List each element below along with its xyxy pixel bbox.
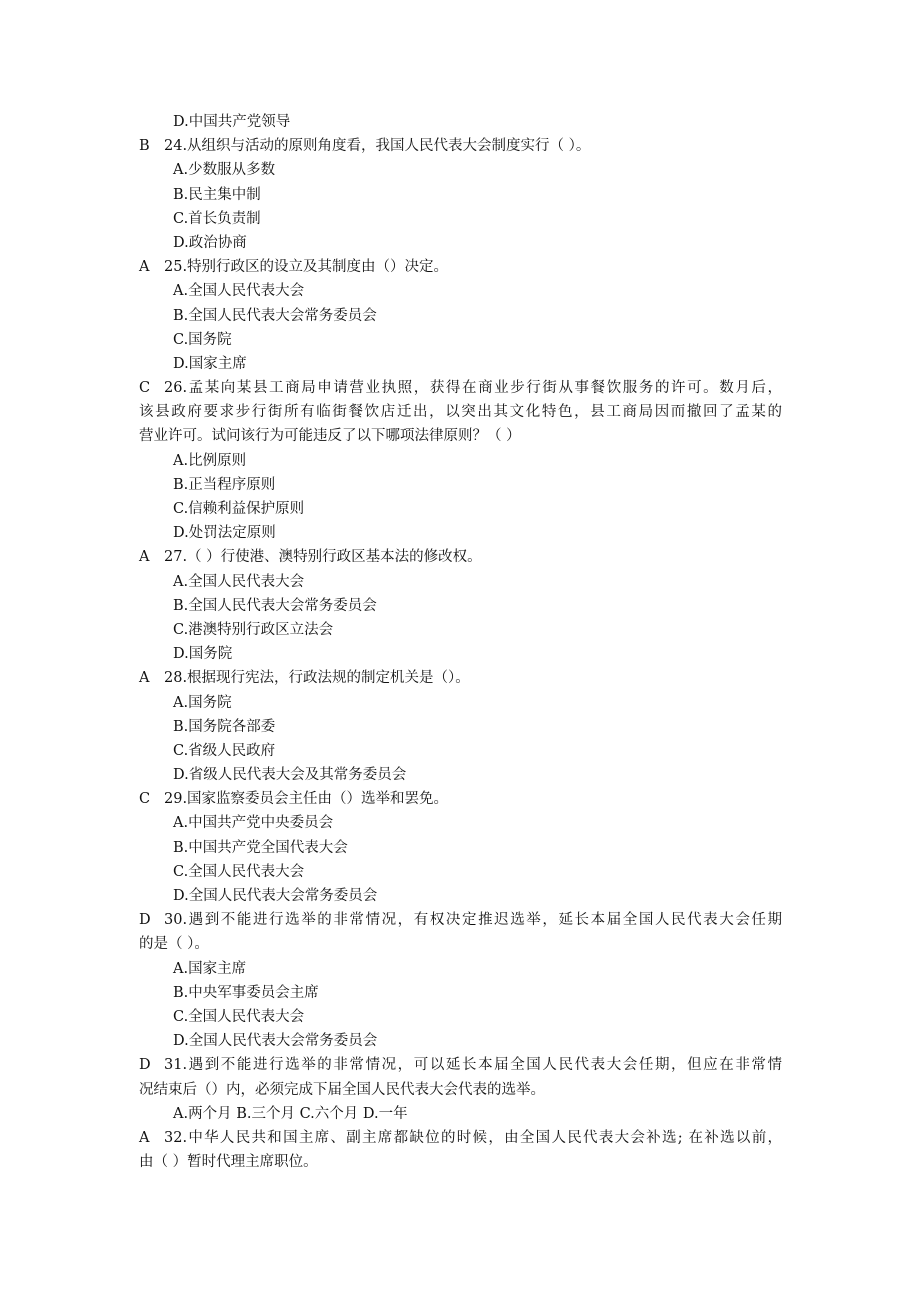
- option-text: A.比例原则: [173, 452, 247, 469]
- option-line: [0, 352, 920, 376]
- option-line: [0, 957, 920, 981]
- option-line: [0, 183, 920, 207]
- option-line: [0, 739, 920, 763]
- option-text: D.全国人民代表大会常务委员会: [173, 888, 378, 904]
- option-text: C.省级人民政府: [173, 742, 276, 759]
- option-text: D.国务院: [173, 646, 233, 663]
- option-line: [0, 207, 920, 231]
- question-text: 31.遇到不能进行选举的非常情况，可以延长本届全国人民代表大会任期，但应在非常情: [164, 1057, 782, 1074]
- question-line: [0, 908, 920, 932]
- question-line: [0, 376, 920, 400]
- option-line: [0, 449, 920, 473]
- question-text: 26.孟某向某县工商局申请营业执照，获得在商业步行街从事餐饮服务的许可。数月后，: [164, 380, 782, 397]
- question-text: 28.根据现行宪法，行政法规的制定机关是（）。: [164, 670, 470, 687]
- continuation-line: [0, 1150, 920, 1174]
- document-page: [0, 110, 920, 1174]
- option-text: A.中国共产党中央委员会: [173, 815, 334, 832]
- option-line: [0, 231, 920, 255]
- question-text: 27.（ ）行使港、澳特别行政区基本法的修改权。: [164, 549, 482, 566]
- option-text: A.全国人民代表大会: [173, 573, 305, 590]
- answer-letter: A: [139, 549, 150, 566]
- option-line: [0, 497, 920, 521]
- answer-letter: B: [139, 138, 150, 155]
- question-line: [0, 1126, 920, 1150]
- answer-letter: A: [139, 259, 150, 276]
- option-text: B.正当程序原则: [173, 476, 276, 493]
- option-line: [0, 884, 920, 908]
- question-continuation: 由（ ）暂时代理主席职位。: [139, 1154, 318, 1171]
- question-text: 24.从组织与活动的原则角度看，我国人民代表大会制度实行（ ）。: [164, 138, 591, 155]
- option-line: [0, 715, 920, 739]
- option-text: A.全国人民代表大会: [173, 283, 305, 300]
- option-text: C.全国人民代表大会: [173, 1008, 305, 1025]
- answer-letter: C: [139, 380, 151, 397]
- option-text: B.国务院各部委: [173, 718, 276, 735]
- continuation-line: [0, 1078, 920, 1102]
- continuation-line: [0, 424, 920, 448]
- option-text: A.国家主席: [173, 960, 247, 977]
- option-line: [0, 1029, 920, 1053]
- option-text: D.处罚法定原则: [173, 525, 276, 542]
- option-line: [0, 811, 920, 835]
- option-line: [0, 691, 920, 715]
- option-line: [0, 328, 920, 352]
- option-line: [0, 981, 920, 1005]
- option-line: [0, 1102, 920, 1126]
- question-text: 25.特别行政区的设立及其制度由（）决定。: [164, 259, 449, 276]
- option-line: [0, 279, 920, 303]
- option-text: C.国务院: [173, 331, 232, 348]
- answer-letter: D: [139, 912, 151, 929]
- option-line: [0, 570, 920, 594]
- option-line: [0, 473, 920, 497]
- question-line: [0, 255, 920, 279]
- question-line: [0, 134, 920, 158]
- question-continuation: 该县政府要求步行街所有临街餐饮店迁出，以突出其文化特色，县工商局因而撤回了孟某的: [139, 404, 782, 421]
- question-line: [0, 666, 920, 690]
- question-line: [0, 787, 920, 811]
- question-text: 29.国家监察委员会主任由（）选举和罢免。: [164, 791, 449, 808]
- option-text: A.少数服从多数: [173, 162, 276, 179]
- answer-letter: D: [139, 1057, 151, 1074]
- option-text: A.国务院: [173, 694, 232, 711]
- option-text: D.国家主席: [173, 355, 247, 372]
- option-line: [0, 836, 920, 860]
- option-text: D.政治协商: [173, 234, 247, 251]
- question-continuation: 的是（ ）。: [139, 936, 209, 953]
- option-text: C.信赖利益保护原则: [173, 501, 305, 517]
- option-line: [0, 110, 920, 134]
- answer-letter: A: [139, 670, 150, 687]
- question-line: [0, 1053, 920, 1077]
- option-line: [0, 158, 920, 182]
- option-text: D.省级人民代表大会及其常务委员会: [173, 767, 407, 784]
- continuation-line: [0, 400, 920, 424]
- option-text: A.两个月 B.三个月 C.六个月 D.一年: [173, 1105, 408, 1122]
- option-line: [0, 304, 920, 328]
- continuation-line: [0, 932, 920, 956]
- option-line: [0, 618, 920, 642]
- option-line: [0, 521, 920, 545]
- option-text: B.全国人民代表大会常务委员会: [173, 597, 377, 614]
- option-text: B.民主集中制: [173, 186, 261, 203]
- question-text: 30.遇到不能进行选举的非常情况，有权决定推迟选举，延长本届全国人民代表大会任期: [164, 912, 782, 929]
- option-line: [0, 642, 920, 666]
- option-line: [0, 860, 920, 884]
- option-text: B.中央军事委员会主席: [173, 984, 319, 1001]
- option-text: B.全国人民代表大会常务委员会: [173, 307, 377, 324]
- option-text: B.中国共产党全国代表大会: [173, 839, 348, 856]
- option-text: C.全国人民代表大会: [173, 863, 305, 880]
- option-line: [0, 594, 920, 618]
- question-text: 32.中华人民共和国主席、副主席都缺位的时候，由全国人民代表大会补选; 在补选以前，: [164, 1129, 782, 1146]
- question-continuation: 营业许可。试问该行为可能违反了以下哪项法律原则？（ ）: [139, 428, 521, 445]
- answer-letter: A: [139, 1129, 150, 1146]
- question-continuation: 况结束后（）内，必须完成下届全国人民代表大会代表的选举。: [139, 1081, 545, 1098]
- question-line: [0, 545, 920, 569]
- option-text: D.中国共产党领导: [173, 114, 291, 130]
- answer-letter: C: [139, 791, 151, 808]
- option-text: D.全国人民代表大会常务委员会: [173, 1033, 378, 1050]
- option-line: [0, 763, 920, 787]
- option-line: [0, 1005, 920, 1029]
- option-text: C.首长负责制: [173, 210, 261, 227]
- option-text: C.港澳特别行政区立法会: [173, 621, 334, 638]
